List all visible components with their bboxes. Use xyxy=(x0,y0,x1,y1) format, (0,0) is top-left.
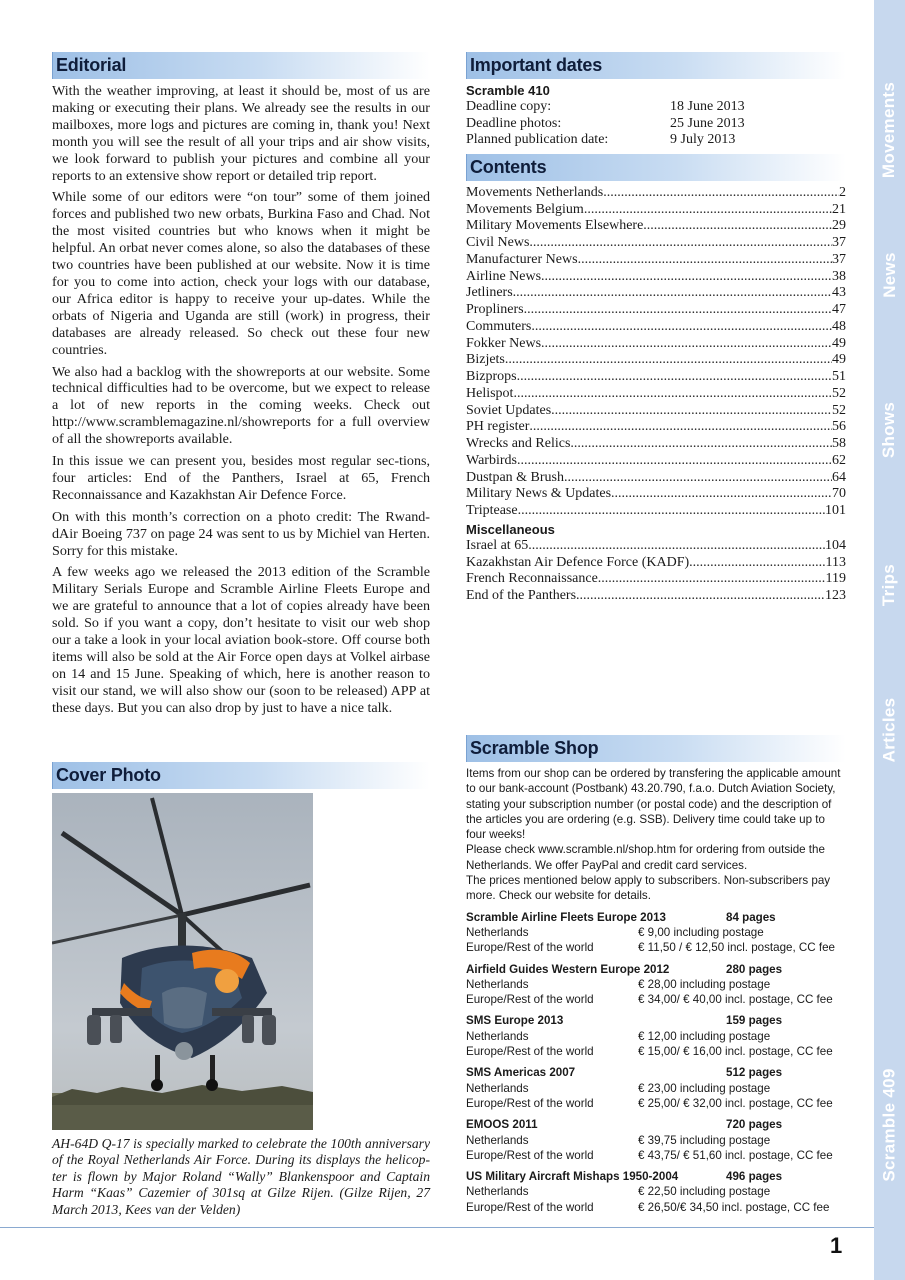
shop-item-region: Netherlands xyxy=(466,1081,529,1095)
dates-value: 25 June 2013 xyxy=(670,115,745,131)
toc-entry xyxy=(466,302,846,319)
shop-item-region: Europe/Rest of the world xyxy=(466,1096,594,1110)
sidebar-tab-label: Articles xyxy=(879,697,899,763)
shop-item-pages: 280 pages xyxy=(726,962,783,976)
sidebar-tab-label: Trips xyxy=(879,563,899,607)
sidebar-tab-label: Scramble 409 xyxy=(879,1068,899,1182)
toc-title: Wrecks and Relics xyxy=(466,436,571,452)
sidebar-tab-label: Shows xyxy=(879,401,899,459)
toc-entry xyxy=(466,486,846,503)
toc-title: Bizprops xyxy=(466,369,517,385)
important-dates-header xyxy=(466,52,846,79)
toc-title: Dustpan & Brush xyxy=(466,469,564,485)
shop-item-price: € 23,00 including postage xyxy=(638,1081,771,1095)
toc-entry xyxy=(466,555,846,572)
toc-page: 62 xyxy=(832,452,846,468)
sidebar-tab-trips[interactable] xyxy=(874,555,905,615)
shop-item xyxy=(466,962,846,1008)
shop-item-pages: 159 pages xyxy=(726,1014,783,1028)
toc-entry xyxy=(466,538,846,555)
important-dates-heading: Important dates xyxy=(470,55,603,75)
toc-title: Manufacturer News xyxy=(466,251,578,267)
toc-title: End of the Panthers xyxy=(466,588,577,604)
toc-entry xyxy=(466,218,846,235)
shop-paragraph: Items from our shop can be ordered by transfering the applicable amount to our bank-account (Postbank) 43.20.790, f.a.o. Dutch Aviation Society, stating your subscription number (or postal code) and the description of the articles you are ordering (e.g. SSB). Delivery time could take up to four weeks! xyxy=(466,767,841,842)
toc-page: 123 xyxy=(825,588,846,604)
shop-item-price: € 9,00 including postage xyxy=(638,925,764,939)
contents-list xyxy=(466,185,846,520)
toc-title: Fokker News xyxy=(466,335,542,351)
shop-item-name: Scramble Airline Fleets Europe 2013 xyxy=(466,910,666,924)
toc-entry xyxy=(466,503,846,520)
editorial-header xyxy=(52,52,430,79)
shop-item-region: Europe/Rest of the world xyxy=(466,993,594,1007)
scramble-shop-heading: Scramble Shop xyxy=(470,738,599,758)
shop-item-pages: 512 pages xyxy=(726,1066,783,1080)
shop-item-price: € 26,50/€ 34,50 incl. postage, CC fee xyxy=(638,1200,830,1214)
sidebar-tab-label: News xyxy=(879,252,899,298)
cover-photo-header xyxy=(52,762,430,789)
toc-page: 47 xyxy=(832,302,846,318)
shop-item xyxy=(466,910,846,956)
shop-item-name: SMS Americas 2007 xyxy=(466,1066,576,1080)
dates-row xyxy=(466,116,846,133)
toc-entry xyxy=(466,185,846,202)
toc-entry xyxy=(466,436,846,453)
toc-entry xyxy=(466,269,846,286)
toc-page: 70 xyxy=(832,486,846,502)
toc-page: 52 xyxy=(832,402,846,418)
toc-title: PH register xyxy=(466,419,530,435)
toc-title: Airline News xyxy=(466,268,542,284)
toc-entry xyxy=(466,369,846,386)
toc-entry xyxy=(466,336,846,353)
toc-title: Propliners xyxy=(466,302,524,318)
toc-entry xyxy=(466,202,846,219)
toc-entry xyxy=(466,285,846,302)
toc-title: Jetliners xyxy=(466,285,513,301)
editorial-paragraph: A few weeks ago we released the 2013 edition of the Scramble Military Serials Europe and Scramble Airline Fleets Europe and we are grateful to announce that a lot of copies already have been sold. So if you want a copy, don’t hesitate to visit our web shop our a take a look in your local aviation book-store. Off course both items will also be sold at the Air Force open days at Volkel airbase on 14 and 15 June. Speaking of which, here is another reason to visit our stand, we will also show our (soon to be released) APP at these days. But you can also drop by just to have a nice talk. xyxy=(52,564,430,716)
shop-item-pages: 496 pages xyxy=(726,1170,783,1184)
cover-photo-helicopter-image xyxy=(52,793,313,1130)
toc-page: 49 xyxy=(832,352,846,368)
shop-item-price: € 15,00/ € 16,00 incl. postage, CC fee xyxy=(638,1045,833,1059)
misc-subheading: Miscellaneous xyxy=(466,521,555,537)
dates-subheading: Scramble 410 xyxy=(466,83,550,98)
toc-page: 104 xyxy=(825,537,846,553)
shop-item-region: Europe/Rest of the world xyxy=(466,941,594,955)
toc-page: 48 xyxy=(832,318,846,334)
shop-item xyxy=(466,1117,846,1163)
toc-title: Triptease xyxy=(466,503,518,519)
shop-item-region: Netherlands xyxy=(466,1133,529,1147)
toc-entry xyxy=(466,403,846,420)
editorial-paragraph: While some of our editors were “on tour” some of them joined forces and published two new orbats, Burkina Faso and Chad. Not the most visited countries but who knows when it might be helpful. An orbat never comes alone, so also the databases of these two countries have been published at our website. Now it is time for you to come into action, check your logs with our database, our Africa editor is happy to receive your up-dates. While the orbats of Nigeria and Uganda are still (work) in progress, their databases are already released. So check out these four new countries. xyxy=(52,189,430,358)
shop-item-region: Netherlands xyxy=(466,1185,529,1199)
toc-page: 58 xyxy=(832,436,846,452)
dates-label: Deadline copy: xyxy=(466,99,552,114)
toc-title: Civil News xyxy=(466,235,530,251)
sidebar-tab-movements[interactable] xyxy=(874,70,905,190)
shop-item xyxy=(466,1169,846,1215)
scramble-shop-section xyxy=(466,735,846,1215)
toc-title: Warbirds xyxy=(466,452,517,468)
toc-title: Movements Belgium xyxy=(466,201,584,217)
shop-paragraph: Please check www.scramble.nl/shop.htm for ordering from outside the Netherlands. We offer PayPal and credit card services. xyxy=(466,843,825,872)
toc-entry xyxy=(466,252,846,269)
shop-item-region: Europe/Rest of the world xyxy=(466,1200,594,1214)
toc-page: 37 xyxy=(832,251,846,267)
dates-row xyxy=(466,99,846,116)
toc-title: French Reconnaissance xyxy=(466,571,598,587)
toc-entry xyxy=(466,352,846,369)
toc-page: 113 xyxy=(825,554,846,570)
dates-label: Deadline photos: xyxy=(466,115,562,131)
sidebar-tab-issue[interactable] xyxy=(874,1060,905,1190)
shop-item-region: Netherlands xyxy=(466,977,529,991)
shop-item-price: € 43,75/ € 51,60 incl. postage, CC fee xyxy=(638,1148,833,1162)
toc-entry xyxy=(466,470,846,487)
editorial-paragraph: In this issue we can present you, besides most regular sec-tions, four articles: End of the Panthers, Israel at 65, French Reconnaissance and Kazakhstan Air Defence Force. xyxy=(52,453,430,503)
shop-item-price: € 11,50 / € 12,50 incl. postage, CC fee xyxy=(638,941,836,955)
toc-page: 64 xyxy=(832,469,846,485)
shop-paragraph: The prices mentioned below apply to subscribers. Non-subscribers pay more. Check our website for details. xyxy=(466,874,831,903)
cover-photo-heading: Cover Photo xyxy=(56,765,161,785)
footer-divider xyxy=(0,1227,874,1228)
toc-page: 119 xyxy=(825,571,846,587)
toc-page: 2 xyxy=(839,184,846,200)
shop-item-price: € 28,00 including postage xyxy=(638,977,771,991)
dates-row xyxy=(466,132,846,149)
shop-item-region: Netherlands xyxy=(466,1029,529,1043)
dates-label: Planned publication date: xyxy=(466,132,609,148)
shop-item-price: € 25,00/ € 32,00 incl. postage, CC fee xyxy=(638,1096,833,1110)
toc-title: Military Movements Elsewhere xyxy=(466,218,644,234)
sidebar-tab-shows[interactable] xyxy=(874,395,905,465)
shop-item-price: € 39,75 including postage xyxy=(638,1133,771,1147)
shop-item-region: Europe/Rest of the world xyxy=(466,1148,594,1162)
toc-page: 51 xyxy=(832,369,846,385)
editorial-body xyxy=(52,83,430,717)
toc-page: 21 xyxy=(832,201,846,217)
misc-list xyxy=(466,538,846,605)
toc-page: 52 xyxy=(832,385,846,401)
left-column xyxy=(52,52,430,722)
toc-entry xyxy=(466,419,846,436)
toc-page: 37 xyxy=(832,235,846,251)
cover-photo-caption: AH-64D Q-17 is specially marked to celebrate the 100th anniversary of the Royal Netherlands Air Force. During its displays the helicop-ter is flown by Major Roland “Wally” Blankenspoor and Captain Harm “Kaas” Cazemier of 301sq at Gilze Rijen. (Gilze Rijen, 27 March 2013, Kees van der Velden) xyxy=(52,1136,430,1217)
dates-list xyxy=(466,99,846,149)
shop-item-region: Europe/Rest of the world xyxy=(466,1045,594,1059)
toc-page: 56 xyxy=(832,419,846,435)
editorial-paragraph: On with this month’s correction on a photo credit: The Rwand-dAir Boeing 737 on page 24 was sent to us by Michiel van Herten. Sorry for this mistake. xyxy=(52,508,430,559)
shop-item-pages: 720 pages xyxy=(726,1118,783,1132)
right-column xyxy=(466,52,846,605)
toc-page: 49 xyxy=(832,335,846,351)
toc-entry xyxy=(466,453,846,470)
toc-entry xyxy=(466,235,846,252)
toc-entry xyxy=(466,319,846,336)
editorial-paragraph: We also had a backlog with the showreports at our website. Some technical difficulties had to be overcome, but we expect to release a lot of new reports in the coming weeks. Check out http://www.scramblemagazine.nl/showreports for a full overview of all the showreports available. xyxy=(52,363,430,448)
toc-page: 29 xyxy=(832,218,846,234)
shop-item-price: € 22,50 including postage xyxy=(638,1185,771,1199)
shop-item xyxy=(466,1013,846,1059)
shop-item-name: EMOOS 2011 xyxy=(466,1118,538,1132)
toc-title: Commuters xyxy=(466,318,532,334)
editorial-heading: Editorial xyxy=(56,55,127,75)
contents-header xyxy=(466,154,846,181)
toc-title: Movements Netherlands xyxy=(466,184,604,200)
toc-title: Kazakhstan Air Defence Force (KADF) xyxy=(466,554,690,570)
toc-entry xyxy=(466,386,846,403)
toc-title: Soviet Updates xyxy=(466,402,552,418)
contents-heading: Contents xyxy=(470,156,547,177)
section-sidebar xyxy=(874,0,905,1280)
shop-item-region: Netherlands xyxy=(466,925,529,939)
toc-page: 43 xyxy=(832,285,846,301)
shop-item-name: SMS Europe 2013 xyxy=(466,1014,564,1028)
toc-entry xyxy=(466,571,846,588)
shop-item-name: US Military Aircraft Mishaps 1950-2004 xyxy=(466,1170,679,1184)
shop-item-price: € 12,00 including postage xyxy=(638,1029,771,1043)
page-number: 1 xyxy=(830,1233,843,1258)
shop-item xyxy=(466,1065,846,1111)
editorial-paragraph: With the weather improving, at least it should be, most of us are making or executing their plans. We already see the results in our mailboxes, more logs and pictures are coming in, thank you! Next month you will see the result of all your trips and air show visits, we look forward to publish your pictures and combine all your reports to an extensive show report or detailed trip report. xyxy=(52,83,430,184)
shop-item-price: € 34,00/ € 40,00 incl. postage, CC fee xyxy=(638,993,833,1007)
sidebar-tab-label: Movements xyxy=(879,81,899,179)
toc-title: Helispot xyxy=(466,385,514,401)
sidebar-tab-news[interactable] xyxy=(874,240,905,310)
scramble-shop-header xyxy=(466,735,846,762)
toc-title: Military News & Updates xyxy=(466,486,612,502)
toc-title: Bizjets xyxy=(466,352,505,368)
toc-page: 38 xyxy=(832,268,846,284)
dates-value: 18 June 2013 xyxy=(670,99,745,114)
toc-page: 101 xyxy=(825,503,846,519)
toc-entry xyxy=(466,588,846,605)
cover-photo-section xyxy=(52,762,430,1218)
shop-item-pages: 84 pages xyxy=(726,910,776,924)
sidebar-tab-articles[interactable] xyxy=(874,690,905,770)
dates-value: 9 July 2013 xyxy=(670,132,736,148)
shop-item-name: Airfield Guides Western Europe 2012 xyxy=(466,962,670,976)
toc-title: Israel at 65... xyxy=(466,537,539,553)
